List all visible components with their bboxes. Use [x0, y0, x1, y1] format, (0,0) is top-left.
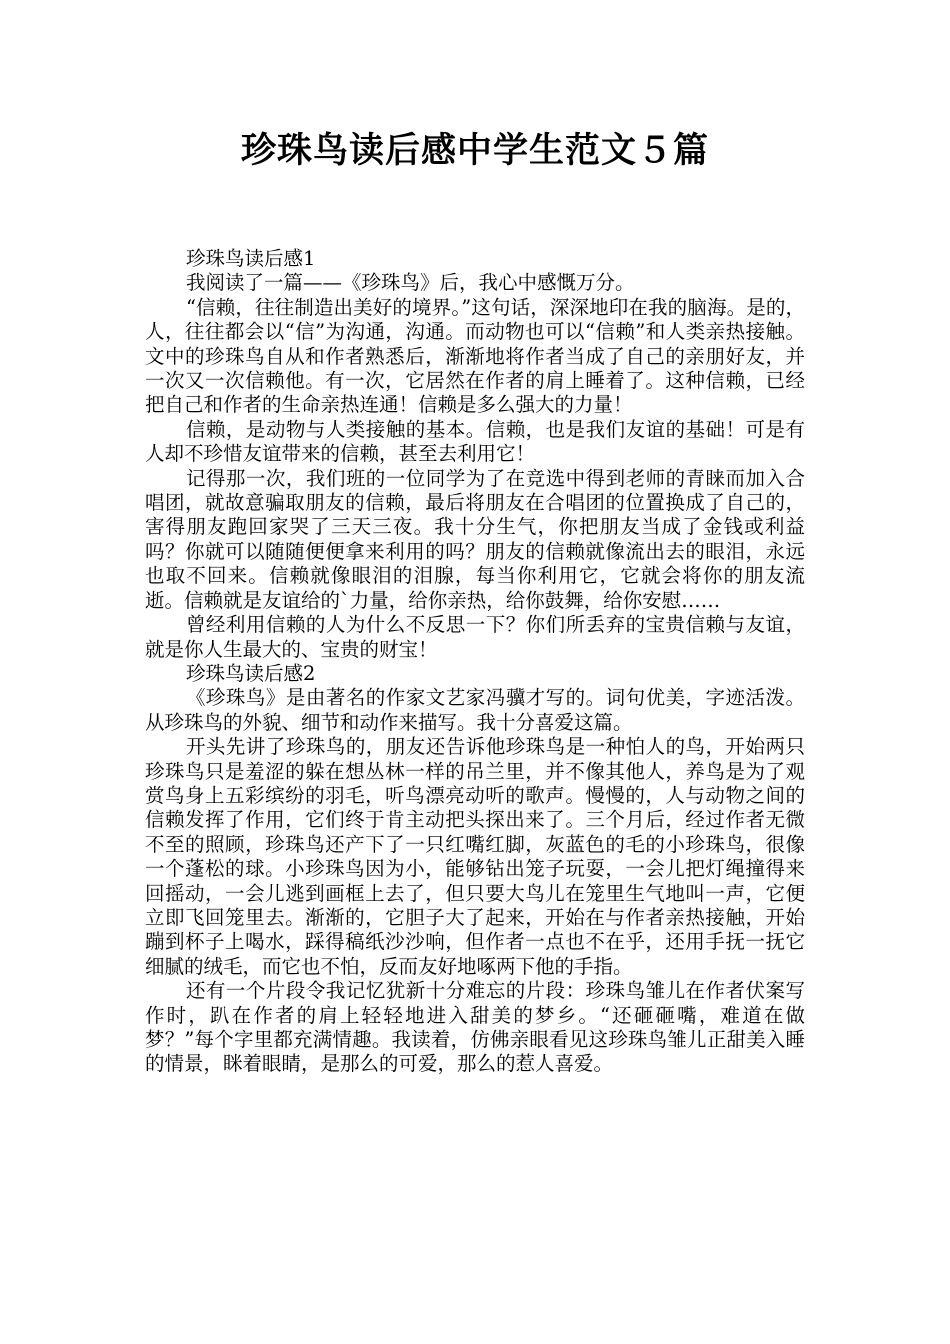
paragraph: “信赖，往往制造出美好的境界。”这句话，深深地印在我的脑海。是的，人，往往都会以“信”为沟通，沟通。而动物也可以“信赖”和人类亲热接触。文中的珍珠鸟自从和作者熟悉后，渐渐地将作者当成了自己的亲朋好友，并一次又一次信赖他。有一次，它居然在作者的肩上睡着了。这种信赖，已经把自己和作者的生命亲热连通！信赖是多么强大的力量！ — [145, 295, 805, 417]
document-title: 珍珠鸟读后感中学生范文５篇 — [240, 131, 709, 171]
paragraph: 我阅读了一篇——《珍珠鸟》后，我心中感慨万分。 — [185, 271, 635, 295]
section-heading-2: 珍珠鸟读后感2 — [185, 661, 316, 685]
paragraph: 曾经利用信赖的人为什么不反思一下？你们所丢弃的宝贵信赖与友谊，就是你人生最大的、宝贵的财宝！ — [145, 613, 805, 661]
section-heading-1: 珍珠鸟读后感1 — [185, 247, 316, 270]
paragraph: 还有一个片段令我记忆犹新十分难忘的片段：珍珠鸟雏儿在作者伏案写作时，趴在作者的肩上轻轻地进入甜美的梦乡。“还砸砸嘴，难道在做梦？”每个字里都充满情趣。我读着，仿佛亲眼看见这珍珠鸟雏儿正甜美入睡的情景，眯着眼睛，是那么的可爱，那么的惹人喜爱。 — [145, 979, 805, 1076]
document-body — [145, 247, 805, 1077]
paragraph: 《珍珠鸟》是由著名的作家文艺家冯骥才写的。词句优美，字迹活泼。从珍珠鸟的外貌、细节和动作来描写。我十分喜爱这篇。 — [145, 686, 805, 734]
paragraph: 信赖，是动物与人类接触的基本。信赖，也是我们友谊的基础！可是有人却不珍惜友谊带来的信赖，甚至去利用它！ — [145, 417, 805, 466]
paragraph: 开头先讲了珍珠鸟的，朋友还告诉他珍珠鸟是一种怕人的鸟，开始两只珍珠鸟只是羞涩的躲在想丛林一样的吊兰里，并不像其他人，养鸟是为了观赏鸟身上五彩缤纷的羽毛，听鸟漂亮动听的歌声。慢慢的，人与动物之间的信赖发挥了作用，它们终于肯主动把头探出来了。三个月后，经过作者无微不至的照顾，珍珠鸟还产下了一只红嘴红脚，灰蓝色的毛的小珍珠鸟，很像一个蓬松的球。小珍珠鸟因为小，能够钻出笼子玩耍，一会儿把灯绳撞得来回摇动，一会儿逃到画框上去了，但只要大鸟儿在笼里生气地叫一声，它便立即飞回笼里去。渐渐的，它胆子大了起来，开始在与作者亲热接触，开始蹦到杯子上喝水，踩得稿纸沙沙响，但作者一点也不在乎，还用手抚一抚它细腻的绒毛，而它也不怕，反而友好地啄两下他的手指。 — [145, 735, 805, 978]
paragraph: 记得那一次，我们班的一位同学为了在竞选中得到老师的青睐而加入合唱团，就故意骗取朋友的信赖，最后将朋友在合唱团的位置换成了自己的，害得朋友跑回家哭了三天三夜。我十分生气，你把朋友当成了金钱或利益吗？你就可以随随便便拿来利用的吗？朋友的信赖就像流出去的眼泪，永远也取不回来。信赖就像眼泪的泪腺，每当你利用它，它就会将你的朋友流逝。信赖就是友谊给的`力量，给你亲热，给你鼓舞，给你安慰…… — [145, 466, 805, 612]
